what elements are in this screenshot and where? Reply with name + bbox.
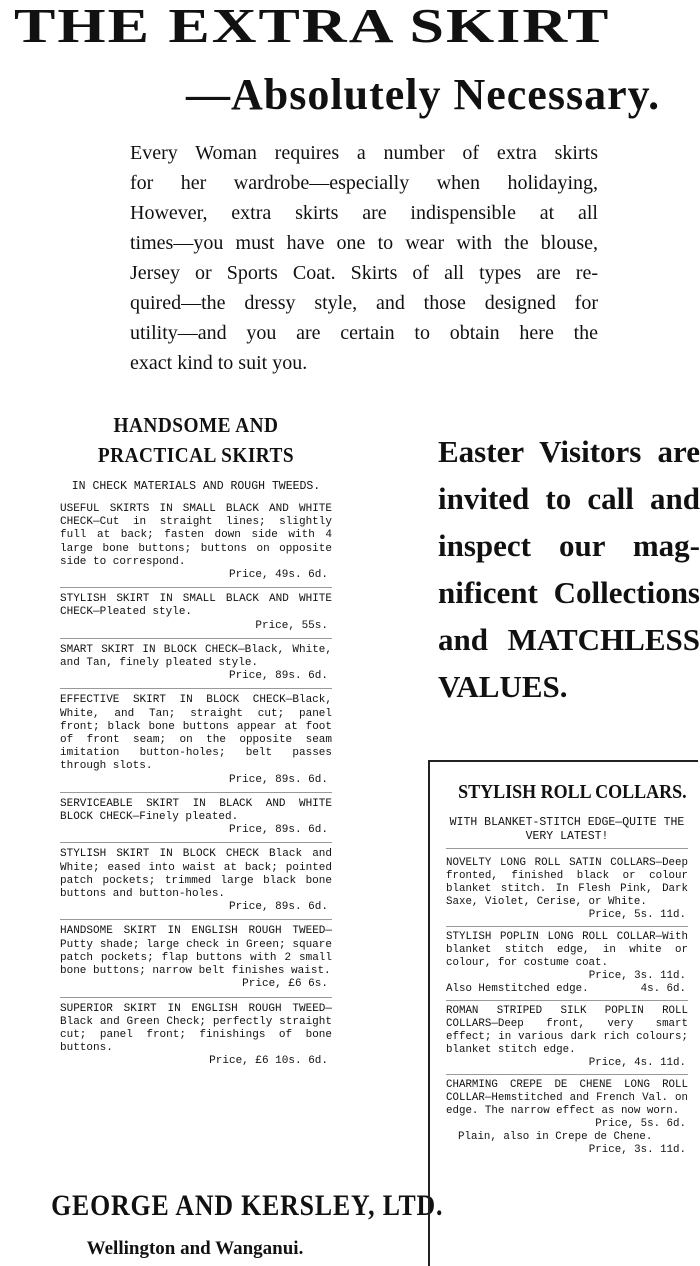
skirt-item: [60, 593, 332, 639]
collar-item: [446, 1005, 688, 1075]
skirt-description: EFFECTIVE SKIRT IN BLOCK CHECK—Black, White, and Tan; straight cut; panel front; black bone buttons appear at foot of front seam; on the opposite seam imitation button-holes; belt passes through slots.: [60, 694, 332, 773]
skirt-price: Price, 89s. 6d.: [228, 670, 328, 683]
intro-line: Jersey or Sports Coat. Skirts of all types are re-: [130, 262, 598, 284]
skirt-price: Price, 55s.: [255, 619, 328, 632]
skirt-price: Price, 49s. 6d.: [228, 569, 328, 582]
skirt-item: [60, 925, 332, 997]
skirt-item: [60, 503, 332, 588]
easter-line: nificent Collections: [438, 575, 700, 610]
collar-variant-price: 4s. 6d.: [640, 983, 686, 995]
collar-description: ROMAN STRIPED SILK POPLIN ROLL COLLARS—Deep front, very smart effect; in various dark rich colours; blanket stitch edge.: [446, 1005, 688, 1056]
easter-line: invited to call and: [438, 481, 700, 516]
collar-description: CHARMING CREPE DE CHENE LONG ROLL COLLAR—Hemstitched and French Val. on edge. The narrow effect as now worn.: [446, 1079, 688, 1117]
easter-line: Easter Visitors are: [438, 434, 700, 469]
collar-variant-label: Plain, also in Crepe de Chene.: [458, 1131, 653, 1143]
collar-description: STYLISH POPLIN LONG ROLL COLLAR—With blanket stitch edge, in white or colour, for costume coat.: [446, 931, 688, 969]
easter-visitors-notice: [438, 428, 700, 710]
collar-variant: [446, 1131, 688, 1157]
collar-description: NOVELTY LONG ROLL SATIN COLLARS—Deep fronted, finished black or colour blanket stitch. In Flesh Pink, Dark Saxe, Violet, Cerise, or White.: [446, 857, 688, 908]
skirt-description: USEFUL SKIRTS IN SMALL BLACK AND WHITE CHECK—Cut in straight lines; slightly full at back; fasten down side with 4 large bone buttons; buttons on opposite side to correspond.: [60, 503, 332, 568]
skirt-price: Price, £6 10s. 6d.: [209, 1055, 328, 1068]
collars-subtitle: WITH BLANKET-STITCH EDGE—QUITE THE VERY LATEST!: [446, 816, 688, 849]
easter-line: and MATCHLESS: [438, 622, 700, 657]
firm-location: Wellington and Wanganui.: [86, 1238, 304, 1259]
skirt-item: [60, 644, 332, 690]
collar-price: Price, 5s. 6d.: [595, 1118, 686, 1130]
intro-line: Every Woman requires a number of extra skirts: [130, 142, 598, 164]
skirt-description: SMART SKIRT IN BLOCK CHECK—Black, White, and Tan, finely pleated style.: [60, 643, 332, 670]
skirt-item: [60, 798, 332, 844]
subheadline: —Absolutely Necessary.: [186, 70, 661, 119]
easter-line: inspect our mag-: [438, 528, 700, 563]
collar-price: Price, 3s. 11d.: [588, 970, 686, 982]
intro-line: exact kind to suit you.: [130, 352, 308, 374]
collar-variant-label: Also Hemstitched edge.: [446, 983, 589, 995]
collar-variant: [446, 983, 688, 996]
skirt-description: HANDSOME SKIRT IN ENGLISH ROUGH TWEED—Putty shade; large check in Green; square patch pockets; flap buttons with 2 small bone buttons; narrow belt finishes waist.: [60, 925, 332, 978]
collar-item: [446, 857, 688, 927]
skirt-item: [60, 694, 332, 792]
intro-line: utility—and you are certain to obtain here the: [130, 322, 598, 344]
intro-line: for her wardrobe—especially when holidaying,: [130, 172, 598, 194]
skirts-section-subtitle: IN CHECK MATERIALS AND ROUGH TWEEDS.: [71, 480, 321, 493]
collar-price: Price, 4s. 11d.: [588, 1057, 686, 1069]
skirt-list: [60, 503, 332, 1074]
skirt-price: Price, 89s. 6d.: [228, 773, 328, 786]
firm-name: GEORGE AND KERSLEY, LTD.: [51, 1189, 444, 1222]
skirt-description: STYLISH SKIRT IN BLOCK CHECK Black and White; eased into waist at back; pointed patch pockets; trimmed large black bone buttons and button-holes.: [60, 848, 332, 901]
headline: THE EXTRA SKIRT: [14, 0, 611, 53]
skirt-price: Price, 89s. 6d.: [228, 901, 328, 914]
intro-paragraph: [130, 138, 598, 378]
skirt-item: [60, 1003, 332, 1074]
skirt-description: SUPERIOR SKIRT IN ENGLISH ROUGH TWEED—Black and Green Check; perfectly straight cut; panel front; finishings of bone buttons.: [60, 1002, 332, 1055]
skirt-price: Price, 89s. 6d.: [228, 824, 328, 837]
skirt-price: Price, £6 6s.: [242, 978, 328, 991]
skirts-section-title: HANDSOME AND PRACTICAL SKIRTS: [97, 413, 295, 467]
collar-item: [446, 1079, 688, 1161]
skirt-description: STYLISH SKIRT IN SMALL BLACK AND WHITE CHECK—Pleated style.: [60, 593, 332, 619]
intro-line: quired—the dressy style, and those designed for: [130, 292, 598, 314]
collar-variant-price: Price, 3s. 11d.: [588, 1144, 686, 1156]
skirts-section: [60, 410, 332, 1079]
intro-line: However, extra skirts are indispensible at all: [130, 202, 598, 224]
collar-item: [446, 931, 688, 1001]
roll-collars-box: [428, 760, 698, 1266]
skirt-item: [60, 848, 332, 920]
collars-title: STYLISH ROLL COLLARS.: [458, 781, 687, 803]
skirt-description: SERVICEABLE SKIRT IN BLACK AND WHITE BLOCK CHECK—Finely pleated.: [60, 797, 332, 824]
intro-line: times—you must have one to wear with the blouse,: [130, 232, 598, 254]
collar-price: Price, 5s. 11d.: [588, 909, 686, 921]
easter-line: VALUES.: [438, 669, 568, 704]
